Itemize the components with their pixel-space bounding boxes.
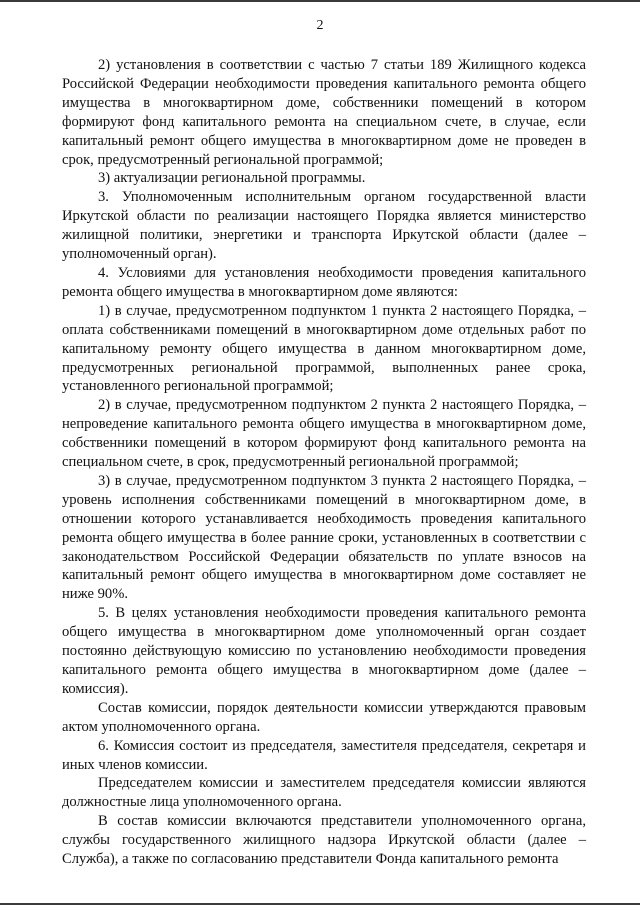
paragraph-5: 5. В целях установления необходимости проведения капитального ремонта общего имущества в многоквартирном доме уполномоченный орган создает постоянно действующую комиссию по установлению необходимости проведения капитального ремонта общего имущества в многоквартирном доме (далее – комиссия). [62, 605, 586, 697]
paragraph-4-3: 3) в случае, предусмотренном подпунктом 3 пункта 2 настоящего Порядка, – уровень исполнения собственниками помещений в многоквартирном доме, в отношении которого устанавливается необходимость проведения капитального ремонта общего имущества в более ранние сроки, установленных в соответствии с законодательством Российской Федерации обязательств по уплате взносов на капитальный ремонт общего имущества в многоквартирном доме составляет не ниже 90%. [62, 472, 586, 603]
page-number: 2 [316, 18, 324, 33]
document-body [62, 56, 586, 869]
paragraph-4: 4. Условиями для установления необходимости проведения капитального ремонта общего имущества в многоквартирном доме являются: [62, 264, 586, 300]
paragraph-4-2: 2) в случае, предусмотренном подпунктом 2 пункта 2 настоящего Порядка, – непроведение капитального ремонта общего имущества в многоквартирном доме, собственники помещений в котором формируют фонд капитального ремонта на специальном счете, в срок, предусмотренный региональной программой; [62, 397, 586, 471]
paragraph-6-chair: Председателем комиссии и заместителем председателя комиссии являются должностные лица уполномоченного органа. [62, 775, 586, 811]
paragraph-6-members: В состав комиссии включаются представители уполномоченного органа, службы государственного жилищного надзора Иркутской области (далее – Служба), а также по согласованию представители Фонда капитального ремонта [62, 813, 586, 868]
paragraph-6: 6. Комиссия состоит из председателя, заместителя председателя, секретаря и иных членов комиссии. [62, 737, 586, 773]
paragraph-4-1: 1) в случае, предусмотренном подпунктом 1 пункта 2 настоящего Порядка, – оплата собственниками помещений в многоквартирном доме отдельных работ по капитальному ремонту общего имущества в данном многоквартирном доме, предусмотренных региональной программой, выполненных ранее срока, установленного региональной программой; [62, 302, 586, 395]
paragraph-2-3: 3) актуализации региональной программы. [98, 170, 366, 187]
paragraph-2-2: 2) установления в соответствии с частью 7 статьи 189 Жилищного кодекса Российской Федерации необходимости проведения капитального ремонта общего имущества в многоквартирном доме, собственники помещений в котором формируют фонд капитального ремонта на специальном счете, в случае, если капитальный ремонт общего имущества в многоквартирном доме не проведен в срок, предусмотренный региональной программой; [62, 57, 586, 168]
paragraph-3: 3. Уполномоченным исполнительным органом государственной власти Иркутской области по реализации настоящего Порядка является министерство жилищной политики, энергетики и транспорта Иркутской области (далее – уполномоченный орган). [62, 189, 586, 263]
paragraph-5-composition: Состав комиссии, порядок деятельности комиссии утверждаются правовым актом уполномоченного органа. [62, 699, 586, 735]
